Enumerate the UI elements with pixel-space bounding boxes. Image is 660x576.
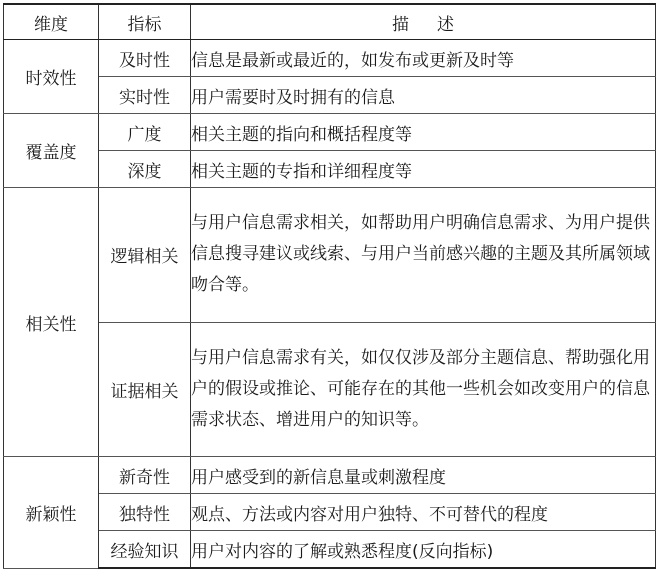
description-cell: 相关主题的指向和概括程度等 xyxy=(191,114,656,151)
description-cell: 观点、方法或内容对用户独特、不可替代的程度 xyxy=(191,494,656,531)
table-row xyxy=(4,322,656,457)
description-cell: 与用户信息需求相关，如帮助用户明确信息需求、为用户提供信息搜寻建议或线索、与用户当前感兴趣的主题及其所属领域吻合等。 xyxy=(191,188,656,323)
table-row xyxy=(4,494,656,531)
indicator-cell: 及时性 xyxy=(99,40,191,77)
table-row xyxy=(4,114,656,151)
indicator-cell: 深度 xyxy=(99,151,191,188)
table-container xyxy=(3,3,655,569)
indicator-cell: 新奇性 xyxy=(99,457,191,494)
header-description xyxy=(191,4,656,40)
description-cell: 信息是最新或最近的，如发布或更新及时等 xyxy=(191,40,656,77)
indicator-cell: 独特性 xyxy=(99,494,191,531)
table-header-row xyxy=(4,4,656,40)
indicator-cell: 广度 xyxy=(99,114,191,151)
indicator-cell: 实时性 xyxy=(99,77,191,114)
table-row xyxy=(4,40,656,77)
table-row xyxy=(4,188,656,323)
indicator-cell: 逻辑相关 xyxy=(99,188,191,323)
indicator-cell: 证据相关 xyxy=(99,322,191,457)
description-cell: 用户感受到的新信息量或刺激程度 xyxy=(191,457,656,494)
header-indicator: 指标 xyxy=(99,4,191,40)
dimension-cell: 相关性 xyxy=(4,188,99,457)
dimension-cell: 新颖性 xyxy=(4,457,99,569)
table-row xyxy=(4,77,656,114)
description-cell: 用户需要时及时拥有的信息 xyxy=(191,77,656,114)
description-cell: 用户对内容的了解或熟悉程度(反向指标) xyxy=(191,531,656,569)
header-dimension: 维度 xyxy=(4,4,99,40)
header-description-char-2: 述 xyxy=(437,14,454,35)
dimension-cell: 覆盖度 xyxy=(4,114,99,188)
table-row xyxy=(4,531,656,569)
indicator-cell: 经验知识 xyxy=(99,531,191,569)
description-cell: 相关主题的专指和详细程度等 xyxy=(191,151,656,188)
evaluation-metrics-table xyxy=(3,3,656,569)
header-description-char-1: 描 xyxy=(392,14,409,35)
table-row xyxy=(4,151,656,188)
table-row xyxy=(4,457,656,494)
description-cell: 与用户信息需求有关，如仅仅涉及部分主题信息、帮助强化用户的假设或推论、可能存在的其他一些机会如改变用户的信息需求状态、增进用户的知识等。 xyxy=(191,322,656,457)
dimension-cell: 时效性 xyxy=(4,40,99,114)
